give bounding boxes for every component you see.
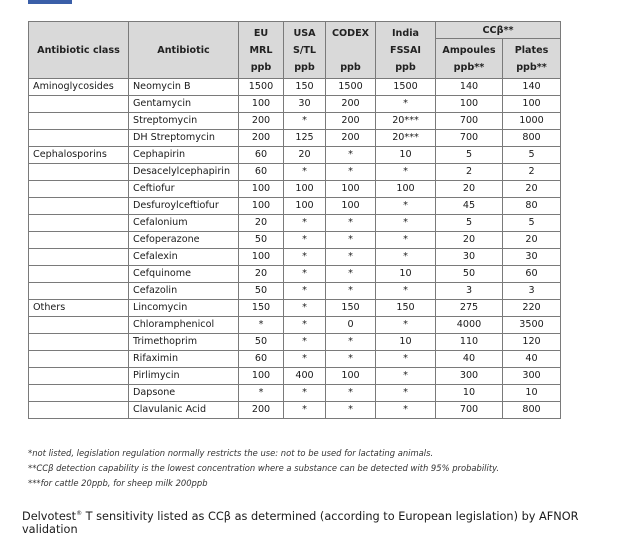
table-row (29, 215, 561, 232)
caption-registered-mark: ® (76, 510, 83, 518)
table-row (29, 181, 561, 198)
usa-stl-cell: 400 (284, 368, 326, 385)
table-row (29, 232, 561, 249)
footnotes (28, 446, 499, 491)
header-ampoules: Ampoules ppb** (436, 39, 503, 79)
header-usa-stl: USA S/TL ppb (284, 22, 326, 79)
table-row (29, 351, 561, 368)
codex-cell: * (326, 232, 376, 249)
table-row (29, 266, 561, 283)
caption-text: T sensitivity listed as CCβ as determined (according to European legislation) by AFNOR validation (22, 510, 579, 536)
header-eu-mrl: EU MRL ppb (239, 22, 284, 79)
codex-cell: * (326, 334, 376, 351)
eu-mrl-cell: 60 (239, 147, 284, 164)
antibiotic-class-cell (29, 249, 129, 266)
plates-cell: 3 (503, 283, 561, 300)
eu-mrl-cell: 150 (239, 300, 284, 317)
plates-cell: 60 (503, 266, 561, 283)
antibiotic-class-cell (29, 130, 129, 147)
plates-cell: 40 (503, 351, 561, 368)
india-fssai-cell: * (376, 317, 436, 334)
ampoules-cell: 20 (436, 232, 503, 249)
table-row (29, 198, 561, 215)
antibiotic-class-cell (29, 385, 129, 402)
eu-mrl-cell: 50 (239, 232, 284, 249)
eu-mrl-cell: * (239, 317, 284, 334)
antibiotic-name-cell: Cefquinome (129, 266, 239, 283)
ampoules-cell: 100 (436, 96, 503, 113)
caption-brand: Delvotest (22, 510, 77, 523)
plates-cell: 30 (503, 249, 561, 266)
table-row (29, 249, 561, 266)
eu-mrl-cell: 20 (239, 266, 284, 283)
plates-cell: 800 (503, 402, 561, 419)
india-fssai-cell: * (376, 385, 436, 402)
antibiotic-class-cell: Others (29, 300, 129, 317)
usa-stl-cell: 20 (284, 147, 326, 164)
codex-cell: * (326, 249, 376, 266)
antibiotic-name-cell: Rifaximin (129, 351, 239, 368)
header-antibiotic: Antibiotic (129, 22, 239, 79)
plates-cell: 80 (503, 198, 561, 215)
india-fssai-cell: 20*** (376, 130, 436, 147)
india-fssai-cell: 10 (376, 266, 436, 283)
eu-mrl-cell: 100 (239, 368, 284, 385)
antibiotic-name-cell: Cefalexin (129, 249, 239, 266)
antibiotic-class-cell (29, 164, 129, 181)
ampoules-cell: 3 (436, 283, 503, 300)
eu-mrl-cell: 100 (239, 198, 284, 215)
eu-mrl-cell: 60 (239, 351, 284, 368)
antibiotic-class-cell (29, 96, 129, 113)
india-fssai-cell: * (376, 232, 436, 249)
antibiotic-name-cell: Cefalonium (129, 215, 239, 232)
eu-mrl-cell: 100 (239, 249, 284, 266)
antibiotic-name-cell: Pirlimycin (129, 368, 239, 385)
ampoules-cell: 110 (436, 334, 503, 351)
india-fssai-cell: * (376, 249, 436, 266)
ampoules-cell: 5 (436, 147, 503, 164)
ampoules-cell: 300 (436, 368, 503, 385)
header-plates: Plates ppb** (503, 39, 561, 79)
table-row (29, 79, 561, 96)
eu-mrl-cell: 20 (239, 215, 284, 232)
india-fssai-cell: * (376, 164, 436, 181)
usa-stl-cell: * (284, 402, 326, 419)
table-row (29, 385, 561, 402)
codex-cell: 100 (326, 198, 376, 215)
table-row (29, 317, 561, 334)
plates-cell: 20 (503, 232, 561, 249)
table-row (29, 147, 561, 164)
plates-cell: 5 (503, 215, 561, 232)
antibiotic-class-cell (29, 181, 129, 198)
codex-cell: * (326, 266, 376, 283)
plates-cell: 140 (503, 79, 561, 96)
table-row (29, 300, 561, 317)
codex-cell: 200 (326, 130, 376, 147)
antibiotic-name-cell: Cephapirin (129, 147, 239, 164)
eu-mrl-cell: 100 (239, 96, 284, 113)
plates-cell: 5 (503, 147, 561, 164)
ampoules-cell: 140 (436, 79, 503, 96)
usa-stl-cell: * (284, 232, 326, 249)
plates-cell: 800 (503, 130, 561, 147)
usa-stl-cell: 150 (284, 79, 326, 96)
antibiotic-class-cell (29, 266, 129, 283)
eu-mrl-cell: 200 (239, 402, 284, 419)
antibiotic-class-cell (29, 283, 129, 300)
table-row (29, 334, 561, 351)
codex-cell: 150 (326, 300, 376, 317)
usa-stl-cell: * (284, 334, 326, 351)
antibiotic-class-cell (29, 334, 129, 351)
header-codex: CODEX ppb (326, 22, 376, 79)
plates-cell: 300 (503, 368, 561, 385)
india-fssai-cell: * (376, 402, 436, 419)
plates-cell: 1000 (503, 113, 561, 130)
codex-cell: 200 (326, 113, 376, 130)
codex-cell: * (326, 351, 376, 368)
header-antibiotic-class: Antibiotic class (29, 22, 129, 79)
plates-cell: 2 (503, 164, 561, 181)
antibiotic-class-cell: Cephalosporins (29, 147, 129, 164)
usa-stl-cell: * (284, 113, 326, 130)
antibiotic-name-cell: Trimethoprim (129, 334, 239, 351)
plates-cell: 20 (503, 181, 561, 198)
eu-mrl-cell: 50 (239, 334, 284, 351)
usa-stl-cell: 100 (284, 198, 326, 215)
antibiotic-class-cell (29, 317, 129, 334)
india-fssai-cell: 150 (376, 300, 436, 317)
table-row (29, 368, 561, 385)
india-fssai-cell: 10 (376, 147, 436, 164)
codex-cell: 100 (326, 368, 376, 385)
usa-stl-cell: * (284, 351, 326, 368)
table-row (29, 130, 561, 147)
antibiotic-name-cell: Neomycin B (129, 79, 239, 96)
antibiotic-name-cell: Chloramphenicol (129, 317, 239, 334)
codex-cell: * (326, 402, 376, 419)
antibiotic-class-cell (29, 198, 129, 215)
codex-cell: * (326, 164, 376, 181)
usa-stl-cell: * (284, 283, 326, 300)
caption (22, 510, 619, 536)
antibiotic-name-cell: Lincomycin (129, 300, 239, 317)
plates-cell: 3500 (503, 317, 561, 334)
codex-cell: 1500 (326, 79, 376, 96)
footnote-ccb: **CCβ detection capability is the lowest concentration where a substance can be detected with 95% probability. (28, 463, 500, 473)
usa-stl-cell: * (284, 317, 326, 334)
plates-cell: 220 (503, 300, 561, 317)
plates-cell: 100 (503, 96, 561, 113)
antibiotic-class-cell (29, 368, 129, 385)
antibiotic-name-cell: DH Streptomycin (129, 130, 239, 147)
india-fssai-cell: 20*** (376, 113, 436, 130)
antibiotic-name-cell: Dapsone (129, 385, 239, 402)
usa-stl-cell: * (284, 249, 326, 266)
antibiotic-class-cell (29, 113, 129, 130)
eu-mrl-cell: 100 (239, 181, 284, 198)
antibiotic-name-cell: Streptomycin (129, 113, 239, 130)
usa-stl-cell: 30 (284, 96, 326, 113)
plates-cell: 10 (503, 385, 561, 402)
india-fssai-cell: * (376, 351, 436, 368)
sensitivity-table (28, 21, 561, 419)
india-fssai-cell: * (376, 368, 436, 385)
codex-cell: 100 (326, 181, 376, 198)
footnote-streptomycin: ***for cattle 20ppb, for sheep milk 200ppb (28, 478, 208, 488)
antibiotic-class-cell (29, 351, 129, 368)
ampoules-cell: 45 (436, 198, 503, 215)
antibiotic-class-cell (29, 232, 129, 249)
eu-mrl-cell: * (239, 385, 284, 402)
india-fssai-cell: * (376, 198, 436, 215)
table-row (29, 164, 561, 181)
usa-stl-cell: * (284, 164, 326, 181)
header-ccb-group: CCβ** (436, 22, 561, 39)
table-row (29, 113, 561, 130)
antibiotic-name-cell: Desacelylcephapirin (129, 164, 239, 181)
codex-cell: 200 (326, 96, 376, 113)
codex-cell: 0 (326, 317, 376, 334)
india-fssai-cell: 10 (376, 334, 436, 351)
accent-bar (28, 0, 72, 4)
ampoules-cell: 5 (436, 215, 503, 232)
ampoules-cell: 700 (436, 130, 503, 147)
india-fssai-cell: 100 (376, 181, 436, 198)
eu-mrl-cell: 60 (239, 164, 284, 181)
footnote-not-listed: *not listed, legislation regulation normally restricts the use: not to be used for lactating animals. (28, 448, 434, 458)
codex-cell: * (326, 385, 376, 402)
antibiotic-name-cell: Cefazolin (129, 283, 239, 300)
eu-mrl-cell: 200 (239, 113, 284, 130)
india-fssai-cell: * (376, 283, 436, 300)
antibiotic-name-cell: Gentamycin (129, 96, 239, 113)
ampoules-cell: 700 (436, 402, 503, 419)
table-row (29, 402, 561, 419)
codex-cell: * (326, 283, 376, 300)
ampoules-cell: 20 (436, 181, 503, 198)
ampoules-cell: 50 (436, 266, 503, 283)
codex-cell: * (326, 215, 376, 232)
usa-stl-cell: * (284, 215, 326, 232)
ampoules-cell: 4000 (436, 317, 503, 334)
antibiotic-name-cell: Cefoperazone (129, 232, 239, 249)
usa-stl-cell: 125 (284, 130, 326, 147)
usa-stl-cell: * (284, 266, 326, 283)
usa-stl-cell: * (284, 300, 326, 317)
ampoules-cell: 275 (436, 300, 503, 317)
table-row (29, 283, 561, 300)
usa-stl-cell: * (284, 385, 326, 402)
codex-cell: * (326, 147, 376, 164)
usa-stl-cell: 100 (284, 181, 326, 198)
antibiotic-name-cell: Desfuroylceftiofur (129, 198, 239, 215)
eu-mrl-cell: 200 (239, 130, 284, 147)
ampoules-cell: 2 (436, 164, 503, 181)
antibiotic-name-cell: Ceftiofur (129, 181, 239, 198)
table-row (29, 96, 561, 113)
india-fssai-cell: 1500 (376, 79, 436, 96)
india-fssai-cell: * (376, 96, 436, 113)
eu-mrl-cell: 50 (239, 283, 284, 300)
india-fssai-cell: * (376, 215, 436, 232)
antibiotic-class-cell (29, 215, 129, 232)
antibiotic-class-cell (29, 402, 129, 419)
ampoules-cell: 40 (436, 351, 503, 368)
ampoules-cell: 700 (436, 113, 503, 130)
plates-cell: 120 (503, 334, 561, 351)
antibiotic-name-cell: Clavulanic Acid (129, 402, 239, 419)
ampoules-cell: 30 (436, 249, 503, 266)
antibiotic-class-cell: Aminoglycosides (29, 79, 129, 96)
eu-mrl-cell: 1500 (239, 79, 284, 96)
ampoules-cell: 10 (436, 385, 503, 402)
header-india-fssai: India FSSAI ppb (376, 22, 436, 79)
